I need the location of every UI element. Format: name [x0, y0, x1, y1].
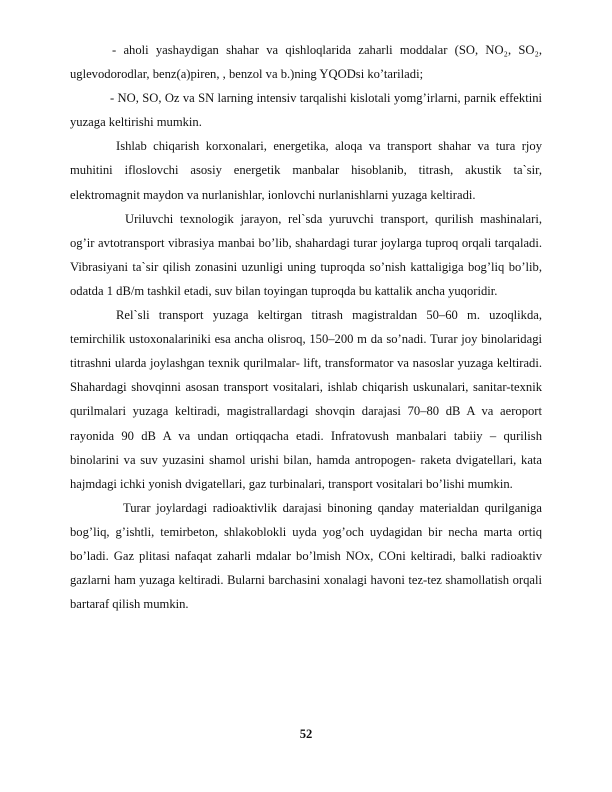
paragraph-radioactivity: Turar joylardagi radioaktivlik darajasi binoning qanday materialdan qurilganiga bog’liq, g’ishtli, temirbeton, shlakoblokli uyda yog’och uydagidan bir necha marta ortiq bo’ladi. Gaz plitasi nafaqat zaharli mdalar bo’lmish NOx, COni keltiradi, balki radioaktiv gazlarni ham yuzaga keltiradi. Bularni barchasini xonalagi havoni tez-tez shamollatish orqali bartaraf qilish mumkin. — [70, 500, 542, 612]
body-text — [70, 38, 542, 616]
paragraph-rail-noise: Rel`sli transport yuzaga keltirgan titrash magistraldan 50–60 m. uzoqlikda, temirchilik ustoxonalariniki esa ancha olisroq, 150–200 m da so’nadi. Turar joy binolaridagi titrashni ularda joylashgan texnik qurilmalar- lift, transformator va nasoslar yuzaga keltiradi. Shahardagi shovqinni asosan transport vositalari, ishlab chiqarish uskunalari, sanitar-texnik qurilmalari yuzaga keltiradi, magistrallardagi shovqin darajasi 70–80 dB A va aeroport rayonida 90 dB A va undan ortiqqacha etadi. Infratovush manbalari tabiiy – qurilish binolarini va suv yuzasini shamol urishi bilan, hamda antropogen- raketa dvigatellari, kata hajmdagi ichki yonish dvigatellari, gaz turbinalari, transport vositalari bo’lishi mumkin. — [70, 308, 542, 491]
page-number: 52 — [299, 727, 313, 741]
paragraph-vibration: Uriluvchi texnologik jarayon, rel`sda yuruvchi transport, qurilish mashinalari, og’ir avtotransport vibrasiya manbai bo’lib, shahardagi turar joylarga tuproq orqali tarqaladi. Vibrasiyani ta`sir qilish zonasini uzunligi uning tuproqda so’nish kattaligiga bog’liq bo’lib, odatda 1 dB/m tashkil etadi, suv bilan toyingan tuproqda bu kattalik ancha yuqoridir. — [70, 211, 542, 298]
paragraph-pollutants-list: - aholi yashaydigan shahar va qishloqlarida zaharli moddalar (SO, NO₂, SO₂, uglevodorodlar, benz(a)piren, , benzol va b.)ning YQODsi ko’tariladi; — [70, 43, 542, 82]
paragraph-energy-sources: Ishlab chiqarish korxonalari, energetika, aloqa va transport shahar va tura rjoy muhitini ifloslovchi asosiy energetik manbalar hisoblanib, titrash, akustik ta`sir, elektromagnit maydon va nurlanishlar, ionlovchi nurlanishlarni yuzaga keltiradi. — [70, 139, 542, 202]
paragraph-acid-rain: - NO, SO, Oz va SN larning intensiv tarqalishi kislotali yomg’irlarni, parnik effektini yuzaga keltirishi mumkin. — [70, 91, 542, 130]
